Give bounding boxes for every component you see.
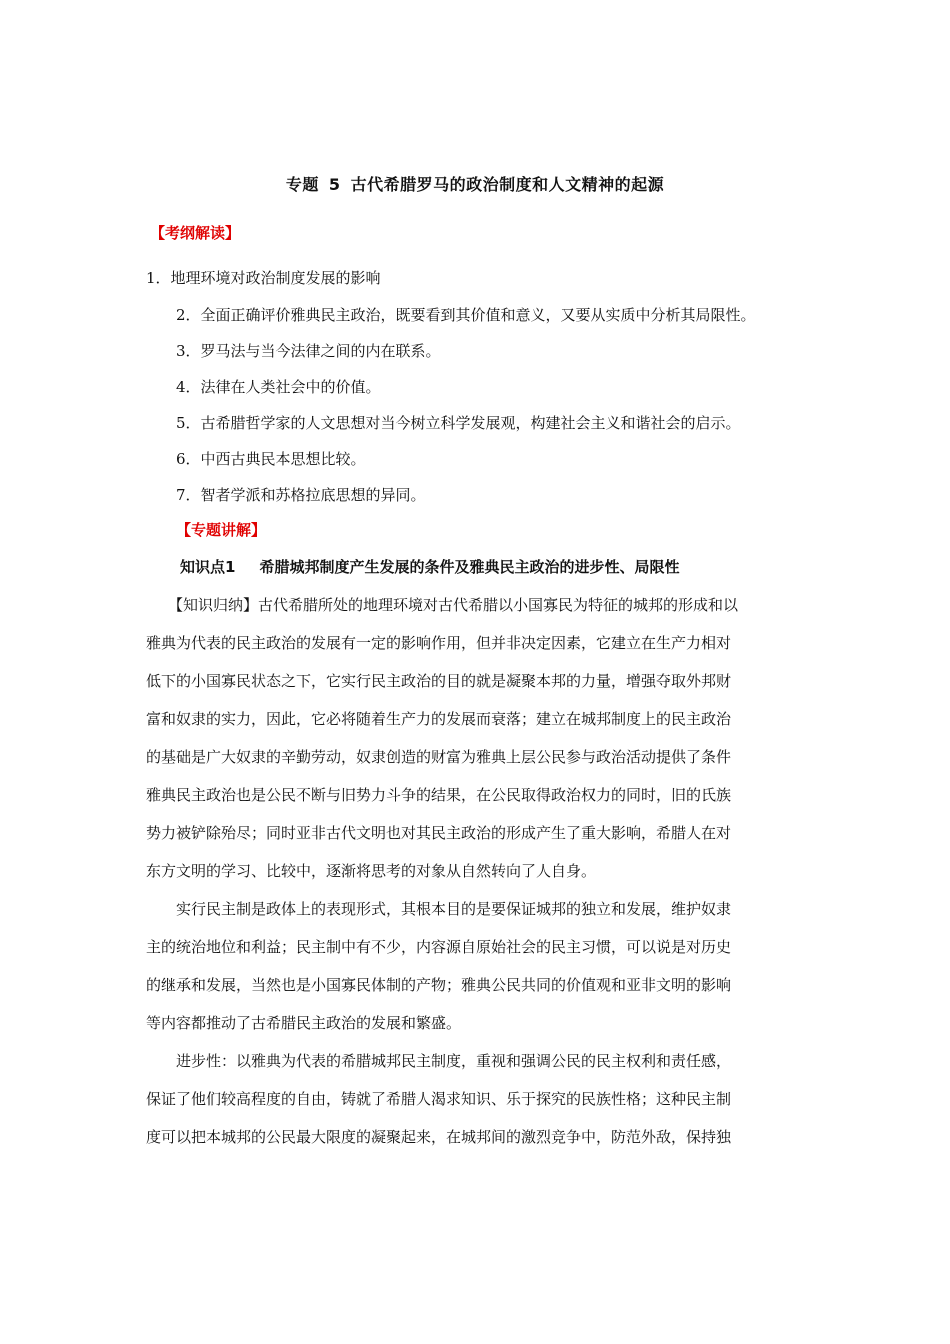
- paragraph-line: 低下的小国寡民状态之下，它实行民主政治的目的就是凝聚本邦的力量，增强夺取外邦财: [146, 672, 732, 690]
- paragraph-line: 势力被铲除殆尽；同时亚非古代文明也对其民主政治的形成产生了重大影响，希腊人在对: [146, 824, 732, 842]
- paragraph-line: 的基础是广大奴隶的辛勤劳动，奴隶创造的财富为雅典上层公民参与政治活动提供了条件: [146, 748, 732, 766]
- paragraph-line: 的继承和发展，当然也是小国寡民体制的产物；雅典公民共同的价值观和亚非文明的影响: [146, 976, 732, 994]
- paragraph-line: 富和奴隶的实力，因此，它必将随着生产力的发展而衰落；建立在城邦制度上的民主政治: [146, 710, 732, 728]
- paragraph-line: 雅典民主政治也是公民不断与旧势力斗争的结果，在公民取得政治权力的同时，旧的氏族: [146, 786, 732, 804]
- outline-item: 4．法律在人类社会中的价值。: [176, 378, 381, 396]
- paragraph-line: 实行民主制是政体上的表现形式，其根本目的是要保证城邦的独立和发展，维护奴隶: [176, 900, 732, 918]
- paragraph-line: 进步性：以雅典为代表的希腊城邦民主制度，重视和强调公民的民主权利和责任感，: [176, 1052, 732, 1070]
- page-title: [0, 172, 950, 195]
- outline-item: 5．古希腊哲学家的人文思想对当今树立科学发展观，构建社会主义和谐社会的启示。: [176, 414, 741, 432]
- section-heading-syllabus: 【考纲解读】: [150, 224, 241, 242]
- paragraph-line: 东方文明的学习、比较中，逐渐将思考的对象从自然转向了人自身。: [146, 862, 597, 880]
- outline-item: 3．罗马法与当今法律之间的内在联系。: [176, 342, 441, 360]
- title-prefix: 专题: [285, 175, 319, 194]
- outline-item: 7．智者学派和苏格拉底思想的异同。: [176, 486, 426, 504]
- paragraph-line: 保证了他们较高程度的自由，铸就了希腊人渴求知识、乐于探究的民族性格；这种民主制: [146, 1090, 732, 1108]
- outline-item: 1．地理环境对政治制度发展的影响: [146, 269, 381, 287]
- knowledge-point-heading: [180, 556, 679, 577]
- title-number: 5: [328, 175, 341, 194]
- outline-item: 6．中西古典民本思想比较。: [176, 450, 366, 468]
- paragraph-line: 主的统治地位和利益；民主制中有不少，内容源自原始社会的民主习惯，可以说是对历史: [146, 938, 732, 956]
- section-heading-lecture: 【专题讲解】: [176, 521, 267, 539]
- title-text: 古代希腊罗马的政治制度和人文精神的起源: [350, 175, 665, 194]
- paragraph-line: 【知识归纳】古代希腊所处的地理环境对古代希腊以小国寡民为特征的城邦的形成和以: [168, 596, 739, 614]
- paragraph-line: 雅典为代表的民主政治的发展有一定的影响作用，但并非决定因素，它建立在生产力相对: [146, 634, 732, 652]
- outline-item: 2．全面正确评价雅典民主政治，既要看到其价值和意义，又要从实质中分析其局限性。: [176, 306, 756, 324]
- knowledge-point-label: 知识点1: [180, 558, 236, 576]
- paragraph-line: 度可以把本城邦的公民最大限度的凝聚起来，在城邦间的激烈竞争中，防范外敌，保持独: [146, 1128, 732, 1146]
- paragraph-line: 等内容都推动了古希腊民主政治的发展和繁盛。: [146, 1014, 462, 1032]
- knowledge-point-title: 希腊城邦制度产生发展的条件及雅典民主政治的进步性、局限性: [259, 558, 680, 576]
